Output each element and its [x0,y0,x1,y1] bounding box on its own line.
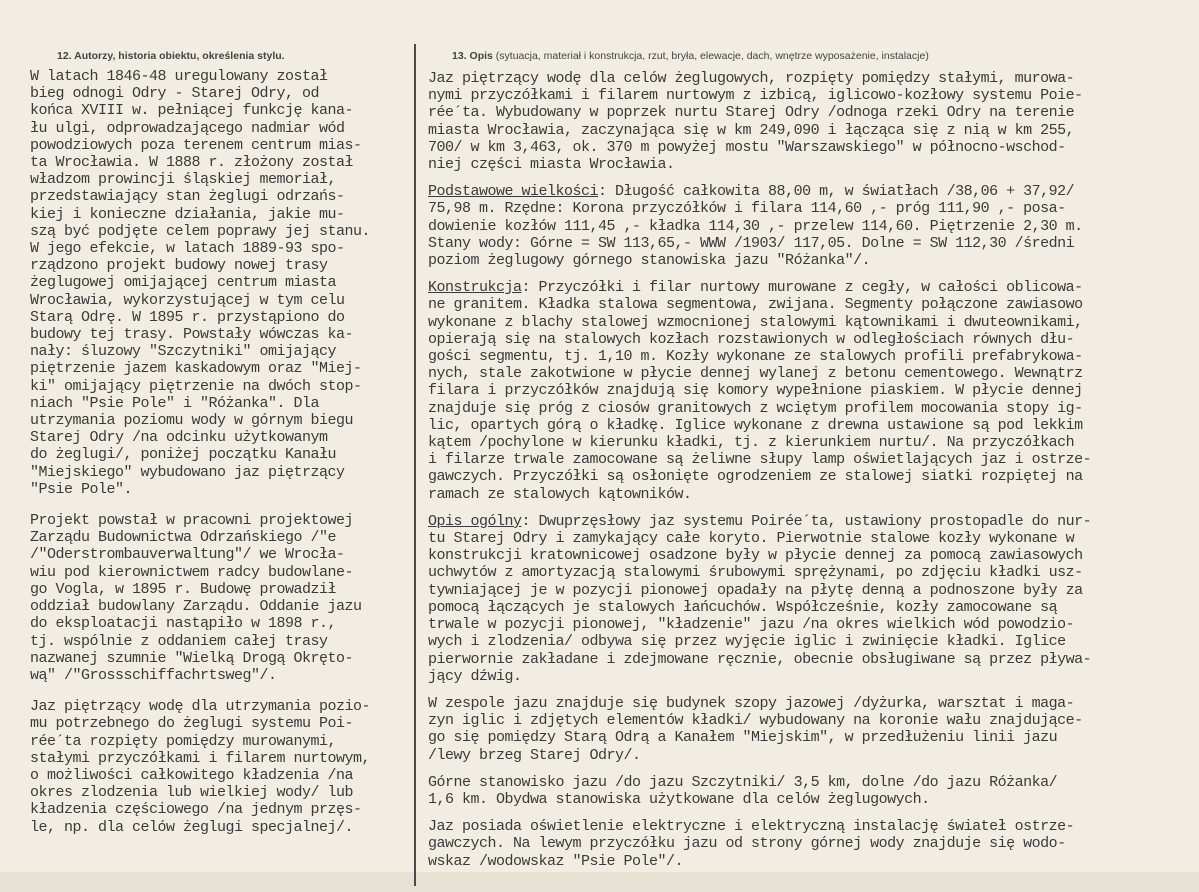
text-line: budowy tej trasy. Powstały wówczas ka- [30,326,354,344]
text-line: ki" omijający piętrzenie na dwóch stop- [30,377,362,395]
text-line: rządzono projekt budowy nowej trasy [30,257,328,275]
text-line: nymi przyczółkami i filarem nurtowym z izbicą, iglicowo-kozłowy systemu Poie- [428,87,1083,105]
section-13-subtitle: (sytuacja, materiał i konstrukcja, rzut, bryła, elewacje, dach, wnętrze wyposażenie, instalacje) [495,50,929,62]
text-line: utrzymania poziomu wody w górnym biegu [30,412,354,430]
text-line: wą" /"Grossschiffachrtsweg"/. [30,666,277,684]
paragraph-label: Konstrukcja [428,279,522,297]
text-line: Jaz posiada oświetlenie elektryczne i elektryczną instalację świateł ostrze- [428,818,1075,836]
text-line: wykonane z blachy stalowej wzmocnionej stalowymi kątownikami i dwuteownikami, [428,313,1083,331]
text-line: zyn iglic i zdjętych elementów kładki/ wybudowany na koronie wału znajdujące- [428,712,1083,730]
text-line: Jaz piętrzący wodę dla celów żeglugowych, rozpięty pomiędzy stałymi, murowa- [428,70,1075,87]
text-line: "Miejskiego" wybudowano jaz piętrzący [30,463,345,481]
text-line: W jego efekcie, w latach 1889-93 spo- [30,240,345,258]
text-line: wiu pod kierownictwem radcy budowlane- [30,563,354,581]
text-line: pomocą łączących je stalowych łańcuchów. Współcześnie, kozły zamocowane są [428,598,1058,616]
text-line: Stany wody: Górne = SW 113,65,- WWW /1903/ 117,05. Dolne = SW 112,30 /średni [428,234,1075,252]
text-line: wskaz /wodowskaz "Psie Pole"/. [428,852,684,870]
text-line: mu potrzebnego do żeglugi systemu Poi- [30,715,354,733]
text-line: ne granitem. Kładka stalowa segmentowa, zwijana. Segmenty połączone zawiasowo [428,296,1083,314]
section-13-heading [452,50,929,62]
description-paragraph [428,695,1196,764]
text-line: kiej i konieczne działania, jakie mu- [30,205,345,223]
text-line: tu Starej Odry i zamykający całe koryto. Pierwotnie stalowe kozły wykonane w [428,530,1075,548]
text-line: go się pomiędzy Starą Odrą a Kanałem "Miejskim", w przedłużeniu linii jazu [428,729,1058,747]
text-line: nały: śluzowy "Szczytniki" omijający [30,343,337,361]
description-column [428,70,1196,880]
text-line: do eksploatacji nastąpiło w 1898 r., [30,615,337,633]
text-line: W zespole jazu znajduje się budynek szopy jazowej /dyżurka, warsztat i maga- [428,694,1075,712]
text-line: i filarze trwale zamocowane są żeliwne słupy lamp oświetlających jaz i ostrze- [428,451,1092,469]
paragraph-text: : Dwuprzęsłowy jaz systemu Poirée´ta, ustawiony prostopadle do nur- [521,512,1092,530]
text-line: konstrukcji kratownicowej osadzone były w płycie dennej za pomocą zawiasowych [428,547,1083,565]
text-line: Projekt powstał w pracowni projektowej [30,512,354,530]
text-line: gawczych. Na lewym przyczółku jazu od strony górnej wody znajduje się wodo- [428,835,1066,853]
text-line: końca XVIII w. pełniącej funkcję kana- [30,102,354,120]
text-line: Zarządu Budownictwa Odrzańskiego /"e [30,529,337,547]
text-line: przedstawiający stan żeglugi odrzańs- [30,188,345,206]
text-line: 700/ w km 3,463, ok. 370 m powyżej mostu "Warszawskiego" w północno-wschod- [428,138,1066,156]
history-paragraph [30,68,414,498]
text-line: powodziowych poza terenem centrum mias- [30,136,362,154]
text-line: le, np. dla celów żeglugi specjalnej/. [30,818,354,836]
text-line: tywniającej je w pozycji pionowej opadały na płytę denną a podnoszone były za [428,581,1083,599]
text-line: nazwanej szumnie "Wielką Drogą Okręto- [30,649,354,667]
text-line: żeglugowej omijającej centrum miasta [30,274,337,292]
description-paragraph [428,818,1196,870]
text-line: do żeglugi/, poniżej początku Kanału [30,446,337,464]
text-line: pierwornie zakładane i zdejmowane ręcznie, obecnie obsługiwane są przez pływa- [428,650,1092,668]
text-line: W latach 1846-48 uregulowany został [30,68,328,85]
text-line: tj. wspólnie z oddaniem całej trasy [30,632,328,650]
text-line: władzom prowincji śląskiej memoriał, [30,171,337,189]
text-line [428,183,1196,200]
text-line: kładzenia częściowego /na jednym przęs- [30,801,362,819]
description-paragraph [428,279,1196,503]
text-line: stałymi przyczółkami i filarem nurtowym, [30,749,371,767]
history-paragraph [30,698,414,836]
history-column [30,68,414,850]
text-line: znajduje się próg z ciosów granitowych z wciętym profilem mocowania stopy ig- [428,399,1083,417]
text-line: /"Oderstrombauverwaltung"/ we Wrocła- [30,546,345,564]
text-line: niej części miasta Wrocławia. [428,156,675,174]
text-line: Starej Odry /na odcinku użytkowanym [30,429,328,447]
text-line: Górne stanowisko jazu /do jazu Szczytniki/ 3,5 km, dolne /do jazu Różanka/ [428,773,1058,791]
text-line: bieg odnogi Odry - Starej Odry, od [30,85,320,103]
text-line: oddział budowlany Zarządu. Oddanie jazu [30,598,362,616]
text-line: miasta Wrocławia, zaczynająca się w km 249,090 i łącząca się z nią w km 255, [428,121,1075,139]
text-line: poziom żeglugowy górnego stanowiska jazu "Różanka"/. [428,252,871,270]
description-paragraph [428,70,1196,173]
text-line: ta Wrocławia. W 1888 r. złożony został [30,154,354,172]
text-line: piętrzenie jazem kaskadowym oraz "Miej- [30,360,362,378]
history-paragraph [30,512,414,684]
text-line: go Vogla, w 1895 r. Budowę prowadził [30,580,337,598]
text-line: opierają się na stalowych kozłach rozstawionych w odległościach równych dłu- [428,330,1075,348]
text-line: uchwytów z amortyzacją stalowymi śrubowymi sprężynami, po zdjęciu kładki usz- [428,564,1083,582]
text-line: rée´ta rozpięty pomiędzy murowanymi, [30,732,337,750]
text-line [428,513,1196,530]
text-line: /lewy brzeg Starej Odry/. [428,746,641,764]
text-line: wych i zlodzenia/ odbywa się przez wyjęcie iglic i zwinięcie kładki. Iglice [428,633,1066,651]
section-12-title: Autorzy, historia obiektu, określenia stylu. [74,50,285,62]
paragraph-text: : Przyczółki i filar nurtowy murowane z cegły, w całości oblicowa- [521,279,1083,297]
text-line: gości segmentu, tj. 1,10 m. Kozły wykonane ze stalowych profili prefabrykowa- [428,348,1083,366]
text-line: "Psie Pole". [30,480,133,498]
text-line: rée´ta. Wybudowany w poprzek nurtu Starej Odry /odnoga rzeki Odry na terenie [428,104,1075,122]
text-line: Wrocławia, wykorzystującej w tym celu [30,291,345,309]
text-line: filara i przyczółków znajdują się komory wypełnione piaskiem. W płycie dennej [428,382,1083,400]
section-13-number: 13. [452,50,467,62]
description-paragraph [428,774,1196,808]
description-paragraph [428,183,1196,269]
text-line: 75,98 m. Rzędne: Korona przyczółków i filara 114,60 ,- próg 111,90 ,- posa- [428,200,1066,218]
text-line: dowienie kozłów 111,45 ,- kładka 114,30 ,- przelew 114,60. Piętrzenie 2,30 m. [428,217,1083,235]
paragraph-label: Podstawowe wielkości [428,183,599,201]
text-line: łu ulgi, odprowadzającego nadmiar wód [30,119,345,137]
section-13-title: Opis [469,50,493,62]
text-line: okres zlodzenia lub wielkiej wody/ lub [30,784,354,802]
text-line: o możliwości całkowitego kładzenia /na [30,766,354,784]
text-line: lic, opartych górą o kładkę. Iglice wykonane z drewna ustawione są pod lekkim [428,416,1083,434]
text-line: jący dźwig. [428,667,522,685]
text-line: niach "Psie Pole" i "Różanka". Dla [30,394,320,412]
text-line: gawczych. Przyczółki są osłonięte ogrodzeniem ze stalowej siatki rozpiętej na [428,468,1083,486]
text-line: szą być podjęte celem poprawy jej stanu. [30,222,371,240]
column-divider [414,44,416,886]
text-line [428,279,1196,296]
section-12-number: 12. [57,50,72,62]
text-line: nych, stale zakotwione w płycie dennej wylanej z betonu cementowego. Wewnątrz [428,365,1083,383]
text-line: Starą Odrę. W 1895 r. przystąpiono do [30,308,345,326]
text-line: trwale w pozycji pionowej, "kładzenie" jazu /na okres wielkich wód powodzio- [428,616,1075,634]
text-line: Jaz piętrzący wodę dla utrzymania pozio- [30,698,371,716]
paragraph-text: : Długość całkowita 88,00 m, w światłach /38,06 + 37,92/ [598,183,1075,201]
text-line: 1,6 km. Obydwa stanowiska użytkowane dla celów żeglugowych. [428,790,930,808]
paragraph-label: Opis ogólny [428,512,522,530]
text-line: ramach ze stalowych kątowników. [428,485,692,503]
description-paragraph [428,513,1196,685]
section-12-heading [57,50,285,62]
text-line: kątem /pochylone w kierunku kładki, tj. z kierunkiem nurtu/. Na przyczółkach [428,434,1075,452]
